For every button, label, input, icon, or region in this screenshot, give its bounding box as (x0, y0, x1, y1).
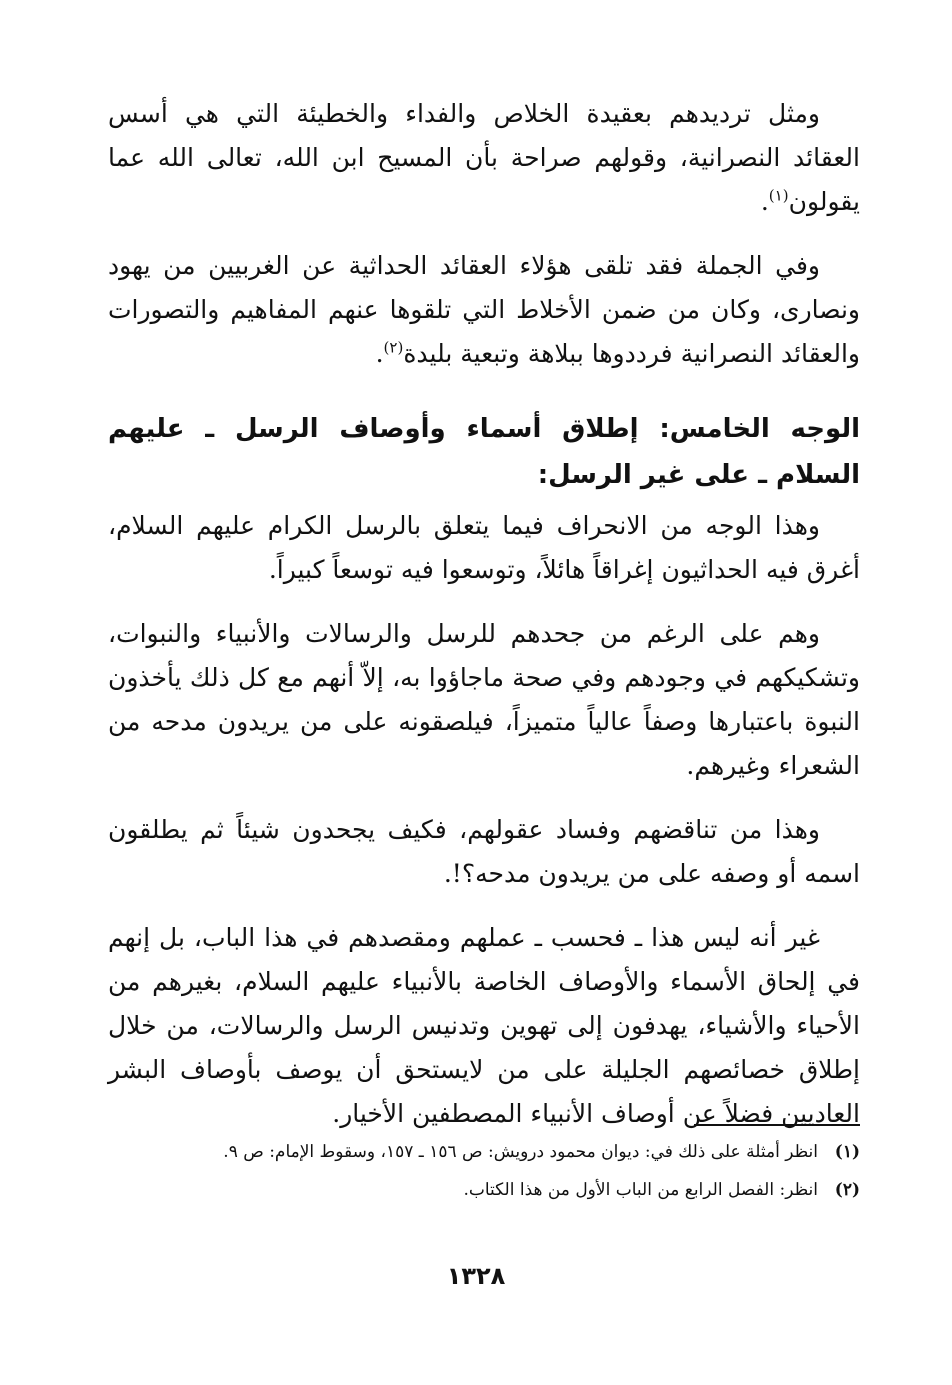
footnote-2-text: انظر: الفصل الرابع من الباب الأول من هذا الكتاب. (463, 1180, 818, 1200)
paragraph-2-end: . (375, 339, 384, 368)
footnote-ref-1[interactable]: (١) (768, 186, 789, 205)
footnote-1-text: انظر أمثلة على ذلك في: ديوان محمود درويش: ص ١٥٦ ـ ١٥٧، وسقوط الإمام: ص ٩. (223, 1142, 818, 1162)
footnote-ref-2[interactable]: (٢) (383, 338, 404, 357)
footnote-1 (108, 1136, 860, 1168)
paragraph-2 (108, 244, 860, 376)
footnote-divider (694, 1124, 860, 1126)
footnote-2 (108, 1174, 860, 1206)
paragraph-6: غير أنه ليس هذا ـ فحسب ـ عملهم ومقصدهم في هذا الباب، بل إنهم في إلحاق الأسماء والأوصاف الخاصة بالأنبياء عليهم السلام، بغيرهم من الأحياء والأشياء، يهدفون إلى تهوين وتدنيس الرسل والرسالات، من خلال إطلاق خصائصهم الجليلة على من لايستحق أن يوصف بأوصاف البشر العاديين فضلاً عن أوصاف الأنبياء المصطفين الأخيار. (108, 923, 860, 1128)
footnotes (108, 1136, 860, 1212)
paragraph-3: وهذا الوجه من الانحراف فيما يتعلق بالرسل الكرام عليهم السلام، أغرق فيه الحداثيون إغراقاً هائلاً، وتوسعوا فيه توسعاً كبيراً. (108, 511, 860, 584)
paragraph-1 (108, 92, 860, 224)
paragraph-1-text: ومثل ترديدهم بعقيدة الخلاص والفداء والخطيئة التي هي أسس العقائد النصرانية، وقولهم صراحة بأن المسيح ابن الله، تعالى الله عما يقولون (108, 99, 860, 216)
footnote-2-number: (٢) (834, 1180, 860, 1200)
section-heading: الوجه الخامس: إطلاق أسماء وأوصاف الرسل ـ عليهم السلام ـ على غير الرسل: (108, 414, 860, 490)
paragraph-2-text: وفي الجملة فقد تلقى هؤلاء العقائد الحداثية عن الغربيين من يهود ونصارى، وكان من ضمن الأخلاط التي تلقوها عنهم المفاهيم والتصورات والعقائد النصرانية فرددوها ببلاهة وتبعية بليدة (108, 251, 860, 368)
paragraph-5: وهذا من تناقضهم وفساد عقولهم، فكيف يجحدون شيئاً ثم يطلقون اسمه أو وصفه على من يريدون مدحه؟!. (108, 815, 860, 888)
page-body (108, 92, 860, 1156)
paragraph-4: وهم على الرغم من جحدهم للرسل والرسالات والأنبياء والنبوات، وتشكيكهم في وجودهم وفي صحة ماجاؤوا به، إلاّ أنهم مع كل ذلك يأخذون النبوة باعتبارها وصفاً عالياً متميزاً، فيلصقونه على من يريدون مدحه من الشعراء وغيرهم. (108, 619, 860, 780)
footnote-1-number: (١) (834, 1142, 860, 1162)
page-number: ١٣٢٨ (446, 1262, 506, 1290)
paragraph-1-end: . (760, 187, 769, 216)
